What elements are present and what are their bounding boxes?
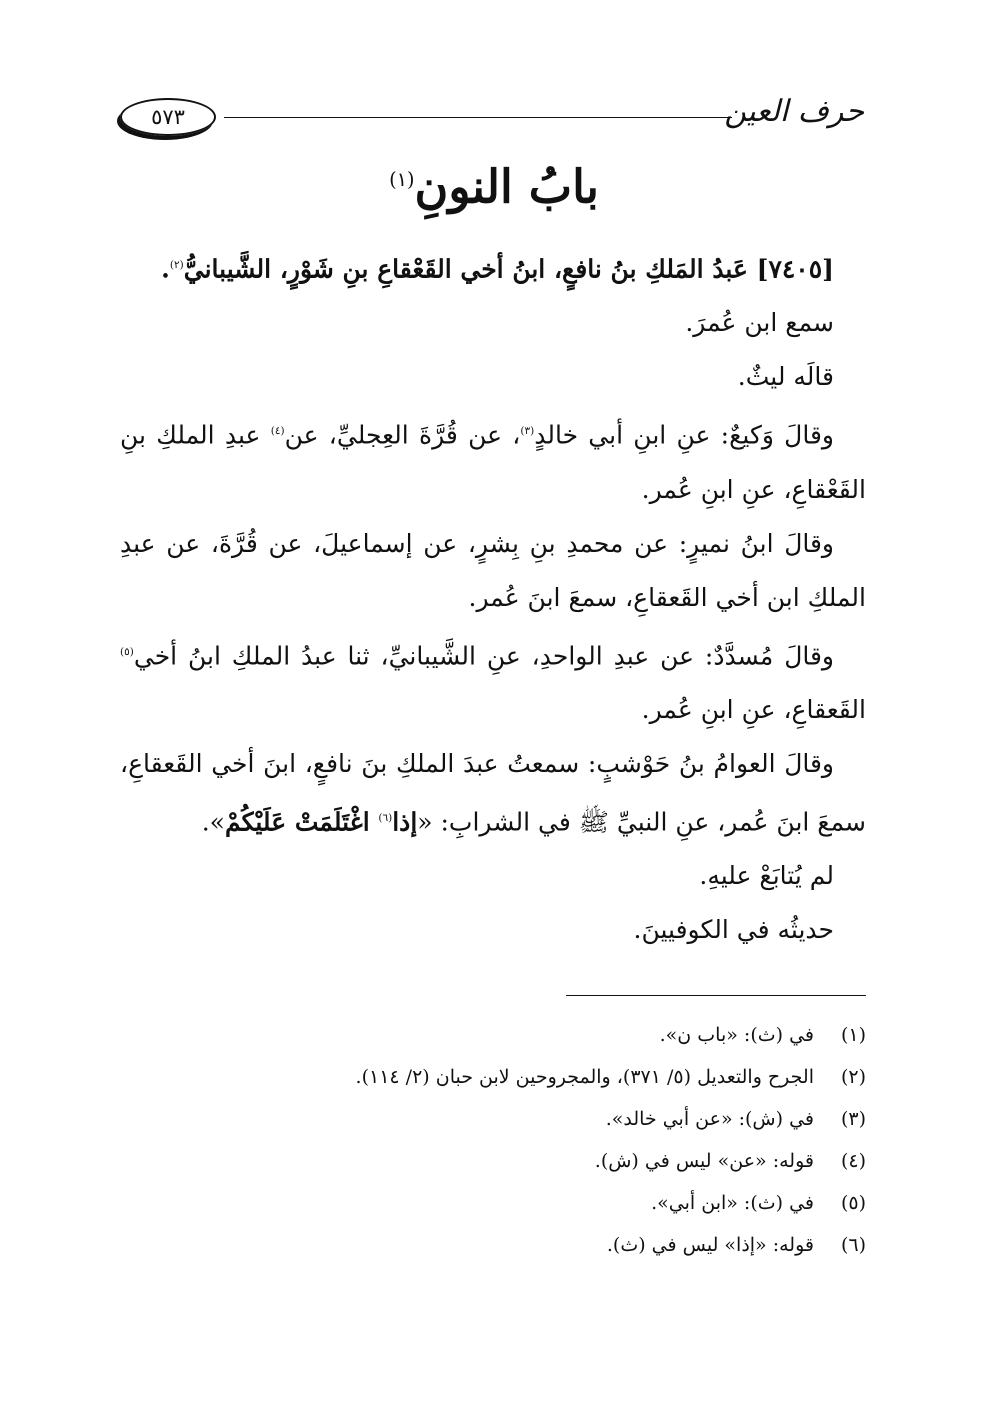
- footnote-ref: (٢): [169, 259, 184, 271]
- hadith-text: إذا: [392, 807, 418, 837]
- entry-heading-text: [٧٤٠٥] عَبدُ المَلكِ بنُ نافعٍ، ابنُ أخي القَعْقاعِ بنِ شَوْرٍ، الشَّيبانيُّ: [183, 254, 834, 284]
- page-header: [120, 92, 864, 140]
- paragraph-text: ».: [201, 807, 225, 837]
- paragraph-text: وقالَ وَكيعٌ: عنِ ابنِ أبي خالدٍ: [534, 420, 834, 450]
- footnote-ref: (٥): [120, 645, 134, 658]
- footnote-number: (٦): [840, 1234, 866, 1256]
- hadith-text: اغْتَلَمَتْ عَلَيْكُمْ: [224, 807, 379, 837]
- footnote-ref: (٣): [520, 425, 535, 438]
- footnote-separator: [566, 995, 866, 996]
- paragraph: [120, 737, 866, 849]
- page-number: ٥٧٣: [151, 105, 185, 129]
- paragraph-text: عبدِ الملكِ بنِ القَعْقاعِ، عنِ ابنِ عُمر.: [120, 420, 866, 504]
- text-line: لم يُتابَعْ عليهِ.: [699, 861, 834, 891]
- entry-heading-end: .: [161, 254, 170, 284]
- footnote-text: الجرح والتعديل (٥/ ٣٧١)، والمجروحين لابن حبان (٢/ ١١٤).: [355, 1066, 814, 1088]
- footnote: [120, 1224, 866, 1266]
- footnote-ref: (٦): [378, 811, 393, 824]
- running-title: حرف العين: [724, 94, 864, 129]
- footnote-number: (٣): [840, 1108, 866, 1130]
- paragraph-text: ، عن قُرَّةَ العِجليِّ، عن: [284, 420, 521, 450]
- paragraph-text: وقالَ العوامُ بنُ حَوْشبٍ: سمعتُ عبدَ الملكِ بنَ نافعٍ، ابنَ أخي القَعقاعِ، سمعَ ابنَ عُمر، عنِ النبيِّ ﷺ في الشرابِ: «: [120, 748, 866, 837]
- footnotes: [120, 1014, 866, 1266]
- footnote-number: (٢): [840, 1066, 866, 1088]
- paragraph-text: وقالَ مُسدَّدٌ: عن عبدِ الواحدِ، عنِ الشَّيبانيِّ، ثنا عبدُ الملكِ ابنُ أخي: [133, 640, 834, 670]
- footnote-number: (٤): [840, 1150, 866, 1172]
- header-rule: [224, 117, 732, 118]
- footnote: [120, 1014, 866, 1056]
- text-line: قالَه ليثٌ.: [737, 362, 834, 392]
- paragraph: وقالَ ابنُ نميرٍ: عن محمدِ بنِ بِشرٍ، عن إسماعيلَ، عن قُرَّةَ، عن عبدِ الملكِ ابن أخي القَعقاعِ، سمعَ ابنَ عُمر.: [120, 528, 866, 612]
- footnote-text: قوله: «إذا» ليس في (ث).: [606, 1234, 814, 1256]
- body-text: [120, 238, 866, 957]
- paragraph-text: القَعقاعِ، عنِ ابنِ عُمر.: [641, 694, 866, 724]
- footnote-number: (٥): [840, 1192, 866, 1214]
- entry-heading: [120, 238, 866, 296]
- footnote: [120, 1182, 866, 1224]
- footnote-ref: (٤): [270, 425, 285, 438]
- footnote: [120, 1140, 866, 1182]
- footnote-text: قوله: «عن» ليس في (ش).: [594, 1150, 814, 1172]
- footnote: [120, 1056, 866, 1098]
- chapter-title-text: بابُ النونِ: [414, 159, 599, 214]
- chapter-title: [0, 150, 988, 216]
- footnote-text: في (ث): «باب ن».: [659, 1024, 814, 1046]
- text-line: سمع ابن عُمرَ.: [685, 308, 834, 338]
- paragraph: [120, 404, 866, 516]
- footnote: [120, 1098, 866, 1140]
- footnote-number: (١): [840, 1024, 866, 1046]
- footnote-ref: (١): [389, 168, 415, 191]
- footnote-text: في (ش): «عن أبي خالد».: [605, 1108, 814, 1130]
- footnote-text: في (ث): «ابن أبي».: [651, 1192, 814, 1214]
- paragraph: [120, 625, 866, 737]
- page-number-badge: [120, 98, 216, 136]
- text-line: حديثُه في الكوفيينَ.: [633, 915, 834, 945]
